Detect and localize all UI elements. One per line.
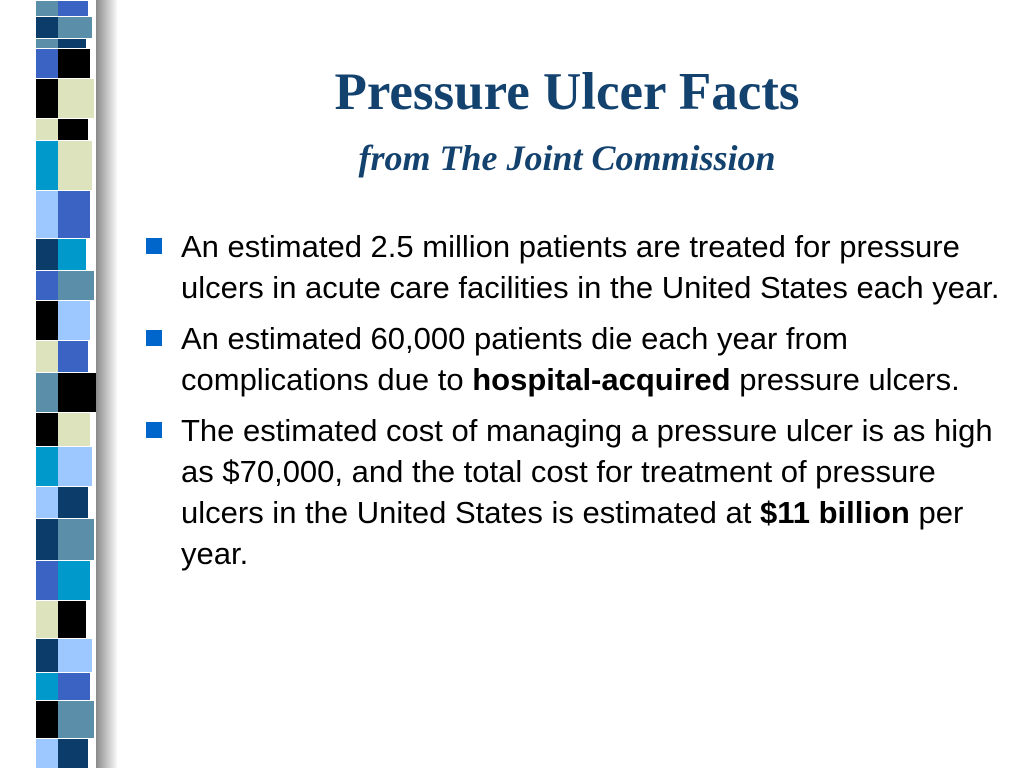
stripe-block — [36, 638, 60, 672]
stripe-block — [36, 340, 60, 372]
stripe-block — [36, 700, 60, 738]
stripe-block — [58, 560, 90, 600]
stripe-block — [58, 738, 88, 768]
stripe-block — [36, 446, 60, 486]
stripe-block — [58, 190, 90, 238]
stripe-block — [58, 446, 92, 486]
stripe-block — [36, 672, 60, 700]
stripe-block — [36, 372, 60, 412]
stripe-block — [58, 340, 88, 372]
stripe-block — [36, 38, 60, 48]
stripe-block — [36, 486, 60, 518]
stripe-block — [58, 486, 88, 518]
bullet-segment: An estimated 2.5 million patients are treated for pressure ulcers in acute care facilities in the United States each year. — [181, 229, 1000, 305]
stripe-block — [36, 270, 60, 300]
bullet-item — [146, 226, 1006, 308]
stripe-block — [58, 638, 92, 672]
bullet-list — [146, 226, 1006, 584]
square-bullet-icon — [146, 422, 162, 438]
bullet-emphasis: $11 billion — [759, 495, 910, 530]
stripe-block — [36, 518, 60, 560]
stripe-block — [36, 600, 60, 638]
stripe-block — [36, 16, 60, 38]
bullet-segment: The estimated cost of managing a pressure ulcer is as high as $70,000, and the total cost for treatment of pressure ulcers in the United States is estimated at — [181, 413, 993, 530]
stripe-block — [58, 672, 90, 700]
stripe-block — [58, 0, 88, 16]
bullet-emphasis: hospital-acquired — [472, 362, 731, 397]
bullet-segment: pressure ulcers. — [730, 362, 960, 397]
stripe-block — [36, 0, 60, 16]
stripe-block — [58, 16, 92, 38]
stripe-block — [36, 412, 60, 446]
stripe-block — [58, 700, 94, 738]
stripe-block — [36, 738, 60, 768]
stripe-block — [58, 238, 86, 270]
stripe-block — [58, 600, 86, 638]
stripe-block — [58, 372, 96, 412]
square-bullet-icon — [146, 238, 162, 254]
stripe-block — [58, 412, 90, 446]
bullet-segment: per year. — [181, 495, 964, 571]
stripe-block — [58, 38, 86, 48]
stripe-block — [58, 300, 90, 340]
bullet-item — [146, 318, 1006, 400]
stripe-block — [36, 238, 60, 270]
bullet-item — [146, 410, 1006, 574]
stripe-block — [36, 300, 60, 340]
stripe-block — [36, 560, 60, 600]
slide-title: Pressure Ulcer Facts — [334, 63, 800, 121]
stripe-block — [36, 190, 60, 238]
bullet-segment: An estimated 60,000 patients die each year from complications due to — [181, 321, 848, 397]
square-bullet-icon — [146, 330, 162, 346]
slide-subtitle: from The Joint Commission — [358, 138, 776, 178]
stripe-block — [58, 518, 94, 560]
stripe-block — [58, 270, 94, 300]
